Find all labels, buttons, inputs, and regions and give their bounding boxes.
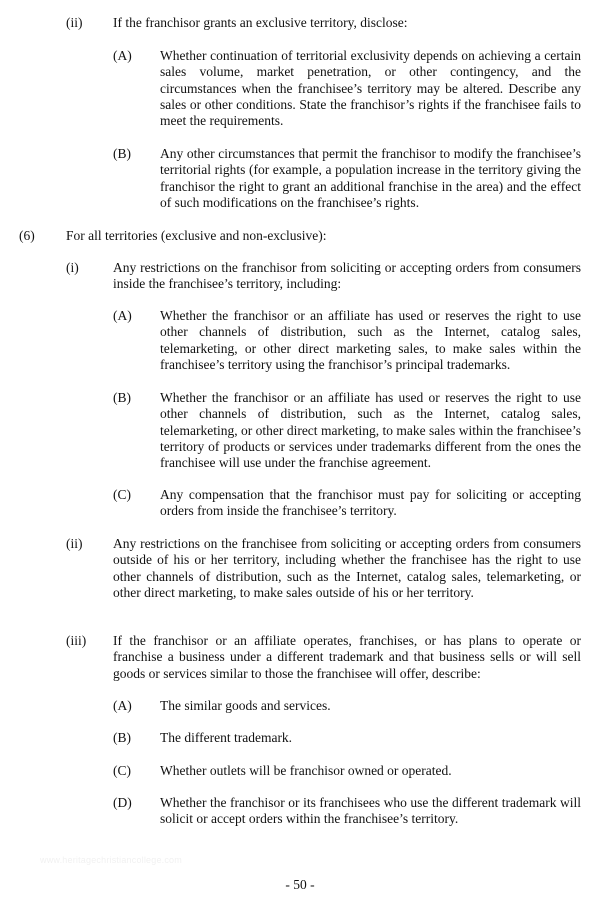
subitem-text-6-i-b: Whether the franchisor or an affiliate has used or reserves the right to use other channels of distribution, such as the Internet, catalog sales, telemarketing, or other direct marketing, to make sales within the franchisee’s territory of products or services under trademarks different from the ones the franchisee will use under the franchise agreement.: [160, 390, 581, 471]
subitem-label-6-iii-b: (B): [113, 730, 131, 745]
subitem-text-6-iii-d: Whether the franchisor or its franchisees who use the different trademark will solicit or accept orders within the franchisee’s territory.: [160, 795, 581, 827]
subitem-text-6-iii-b: The different trademark.: [160, 730, 293, 745]
page-number: - 50 -: [285, 877, 315, 892]
item-text-6-iii: If the franchisor or an affiliate operates, franchises, or has plans to operate or franchise a business under a different trademark and that business sells or will sell goods or services similar to those the franchisee will offer, describe:: [113, 633, 581, 681]
subitem-text-6-iii-c: Whether outlets will be franchisor owned or operated.: [160, 763, 452, 778]
subitem-label-6-iii-d: (D): [113, 795, 132, 810]
subitem-label-6-iii-a: (A): [113, 698, 132, 713]
subitem-text-6-i-a: Whether the franchisor or an affiliate has used or reserves the right to use other channels of distribution, such as the Internet, catalog sales, telemarketing, or other direct marketing sales, to make sales within the franchisee’s territory using the franchisor’s principal trademarks.: [160, 308, 581, 372]
subitem-text-ii-a: Whether continuation of territorial exclusivity depends on achieving a certain sales volume, market penetration, or other contingency, and the circumstances when the franchisee’s territory may be altered. Describe any sales or other conditions. State the franchisor’s rights if the franchisee fails to meet the requirements.: [160, 48, 581, 129]
item-label-6-iii: (iii): [66, 633, 87, 648]
subitem-label-6-i-b: (B): [113, 390, 131, 405]
watermark: www.heritagechristiancollege.com: [40, 855, 182, 865]
subitem-label-6-i-c: (C): [113, 487, 131, 502]
item-label-ii: (ii): [66, 15, 83, 30]
subitem-label-6-i-a: (A): [113, 308, 132, 323]
subitem-text-6-iii-a: The similar goods and services.: [160, 698, 331, 713]
subitem-text-6-i-c: Any compensation that the franchisor must pay for soliciting or accepting orders from inside the franchisee’s territory.: [160, 487, 581, 519]
subitem-text-ii-b: Any other circumstances that permit the franchisor to modify the franchisee’s territorial rights (for example, a population increase in the territory giving the franchisor the right to grant an additional franchise in the area) and the effect of such modifications on the franchisee’s rights.: [160, 146, 581, 210]
subitem-label-ii-a: (A): [113, 48, 132, 63]
subitem-label-6-iii-c: (C): [113, 763, 131, 778]
item-text-ii: If the franchisor grants an exclusive territory, disclose:: [113, 15, 408, 30]
item-label-6-ii: (ii): [66, 536, 83, 551]
subitem-label-ii-b: (B): [113, 146, 131, 161]
section-label-6: (6): [19, 228, 35, 243]
item-text-6-ii: Any restrictions on the franchisee from soliciting or accepting orders from consumers outside of his or her territory, including whether the franchisee has the right to use other channels of distribution, such as the Internet, catalog sales, telemarketing, or other direct marketing, to make sales outside of his or her territory.: [113, 536, 581, 600]
section-text-6: For all territories (exclusive and non-exclusive):: [66, 228, 327, 243]
item-text-6-i: Any restrictions on the franchisor from soliciting or accepting orders from consumers inside the franchisee’s territory, including:: [113, 260, 581, 292]
item-label-6-i: (i): [66, 260, 79, 275]
